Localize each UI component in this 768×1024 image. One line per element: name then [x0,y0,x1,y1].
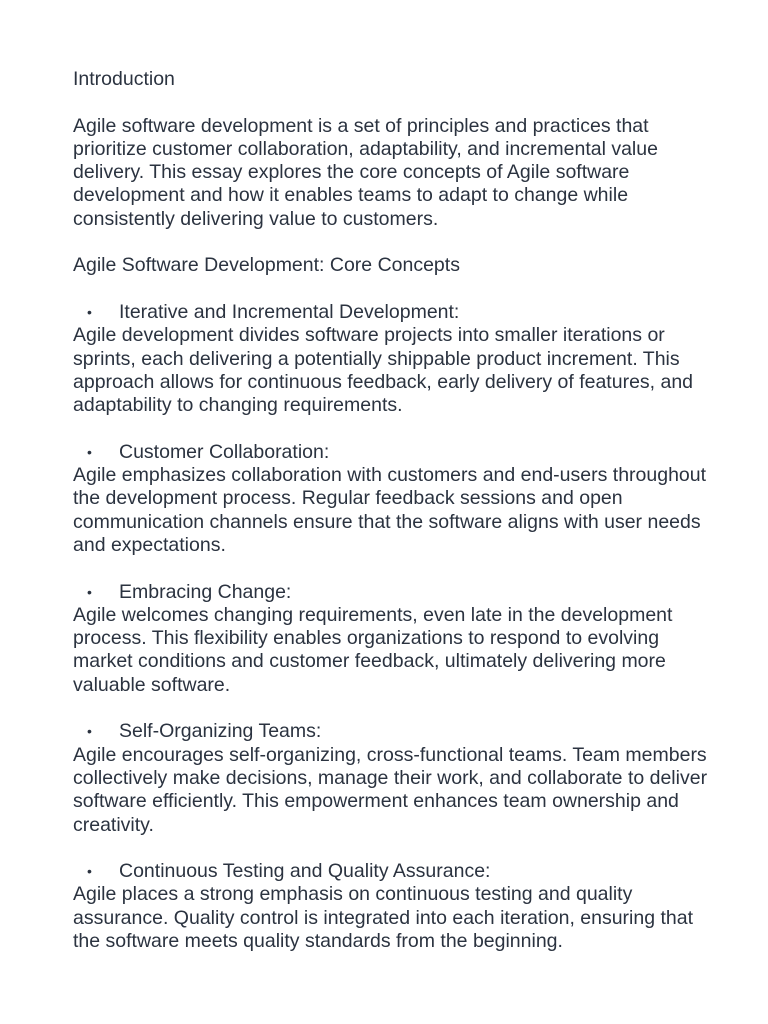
bullet-icon: • [87,863,92,880]
bullet-icon: • [87,723,92,740]
bullet-icon: • [87,583,92,600]
concept-item [73,301,713,417]
concept-item [73,441,713,557]
concept-heading [73,860,713,883]
concept-description: Agile emphasizes collaboration with customers and end-users throughout the development process. Regular feedback sessions and open communication channels ensure that the software aligns with user needs and expectations. [73,464,707,556]
spacer [73,837,713,860]
concept-description: Agile development divides software projects into smaller iterations or sprints, each delivering a potentially shippable product increment. This approach allows for continuous feedback, early delivery of features, and adaptability to changing requirements. [73,324,694,417]
spacer [73,91,713,114]
concept-label: Customer Collaboration: [119,440,330,463]
spacer [73,417,713,440]
concept-description: Agile encourages self-organizing, cross-functional teams. Team members collectively make decisions, manage their work, and collaborate to deliver software efficiently. This empowerment enhances team ownership and creativity. [73,743,708,836]
concept-description: Agile welcomes changing requirements, even late in the development process. This flexibility enables organizations to respond to evolving market conditions and customer feedback, ultimately delivering more valuable software. [73,603,673,696]
document-body [73,68,713,953]
spacer [73,231,713,254]
section-title: Agile Software Development: Core Concepts [73,254,460,277]
concept-item [73,860,713,953]
concept-heading [73,441,713,464]
intro-paragraph: Agile software development is a set of principles and practices that prioritize customer collaboration, adaptability, and incremental value delivery. This essay explores the core concepts of Agile software development and how it enables teams to adapt to change while consistently delivering value to customers. [73,114,658,230]
intro-heading: Introduction [73,68,175,90]
concept-description: Agile places a strong emphasis on continuous testing and quality assurance. Quality control is integrated into each iteration, ensuring that the software meets quality standards from the beginning. [73,883,694,952]
concept-label: Iterative and Incremental Development: [119,300,460,323]
concept-label: Embracing Change: [119,580,292,603]
concept-item [73,720,713,836]
bullet-icon: • [87,443,92,460]
spacer [73,697,713,720]
concept-label: Self-Organizing Teams: [119,720,322,743]
spacer [73,557,713,580]
spacer [73,278,713,301]
concept-heading [73,720,713,743]
concept-label: Continuous Testing and Quality Assurance: [119,860,491,883]
bullet-icon: • [87,303,92,320]
concept-heading [73,301,713,324]
concept-heading [73,581,713,604]
concept-item [73,581,713,697]
